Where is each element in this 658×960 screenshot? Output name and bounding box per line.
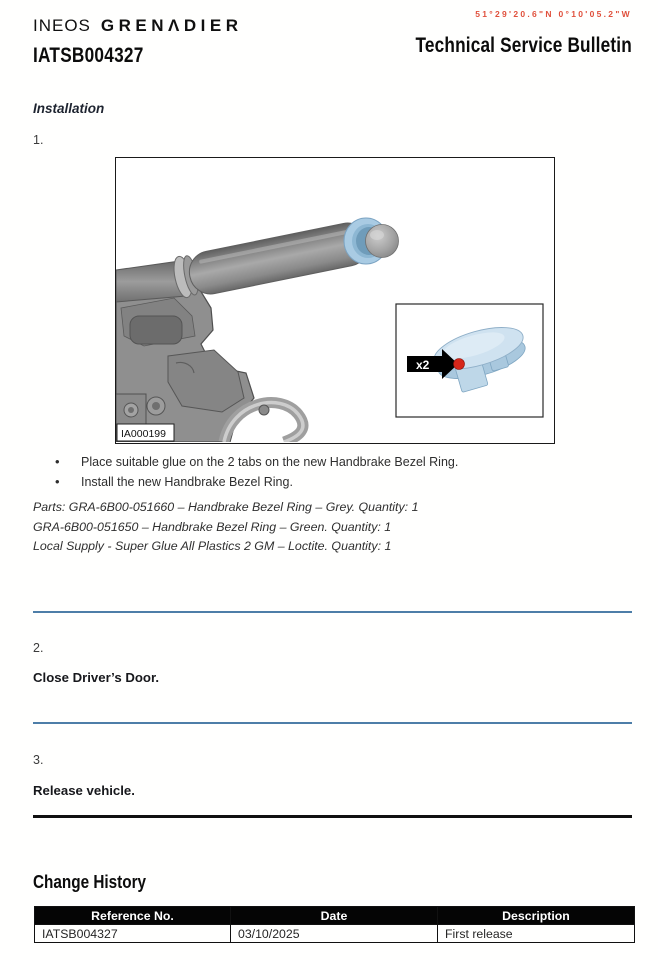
figure-label — [117, 424, 174, 441]
step-2-number: 2. — [33, 641, 44, 655]
cell-reference-no: IATSB004327 — [35, 925, 231, 943]
parts-line: Parts: GRA-6B00-051660 – Handbrake Bezel Ring – Grey. Quantity: 1 — [33, 500, 419, 514]
bezel-ring-installed — [344, 218, 399, 264]
brand-grenadier-text: GRENΛDIER — [100, 16, 243, 35]
svg-text:IA000199: IA000199 — [121, 428, 166, 440]
brand-logo — [33, 16, 242, 36]
list-item: • Place suitable glue on the 2 tabs on the new Handbrake Bezel Ring. — [55, 452, 600, 472]
column-header-description: Description — [438, 907, 635, 925]
step-1-number: 1. — [33, 133, 44, 147]
column-header-reference: Reference No. — [35, 907, 231, 925]
handbrake-base-mechanism — [116, 278, 303, 442]
parts-line: Local Supply - Super Glue All Plastics 2 GM – Loctite. Quantity: 1 — [33, 539, 392, 553]
step-3-instruction: Release vehicle. — [33, 783, 135, 798]
table-header-row — [35, 907, 635, 925]
cell-date: 03/10/2025 — [231, 925, 438, 943]
handbrake-illustration — [116, 158, 553, 442]
handbrake-figure — [115, 157, 555, 444]
change-history-heading: Change History — [33, 872, 147, 892]
glue-tab-marker — [454, 359, 465, 370]
cell-description: First release — [438, 925, 635, 943]
handbrake-release-button — [366, 225, 399, 258]
step-3-number: 3. — [33, 753, 44, 767]
change-history-table — [34, 906, 635, 943]
table-row — [35, 925, 635, 943]
svg-text:x2: x2 — [416, 358, 430, 372]
page-title: Technical Service Bulletin — [415, 34, 632, 57]
footer-divider — [33, 815, 632, 818]
document-number: IATSB004327 — [33, 44, 144, 67]
list-item: • Install the new Handbrake Bezel Ring. — [55, 472, 600, 492]
brand-ineos-text: INEOS — [33, 16, 91, 35]
section-divider — [33, 611, 632, 613]
parts-line: GRA-6B00-051650 – Handbrake Bezel Ring – Green. Quantity: 1 — [33, 519, 392, 534]
step-1-bullet-list — [55, 452, 600, 492]
parts-list — [33, 498, 613, 557]
handbrake-grip — [186, 219, 373, 297]
bezel-ring-inset — [396, 304, 543, 417]
installation-heading: Installation — [33, 101, 105, 116]
step-2-instruction: Close Driver’s Door. — [33, 670, 160, 685]
column-header-date: Date — [231, 907, 438, 925]
section-divider — [33, 722, 632, 724]
gps-coordinates: 51°29'20.6"N 0°10'05.2"W — [475, 9, 632, 19]
